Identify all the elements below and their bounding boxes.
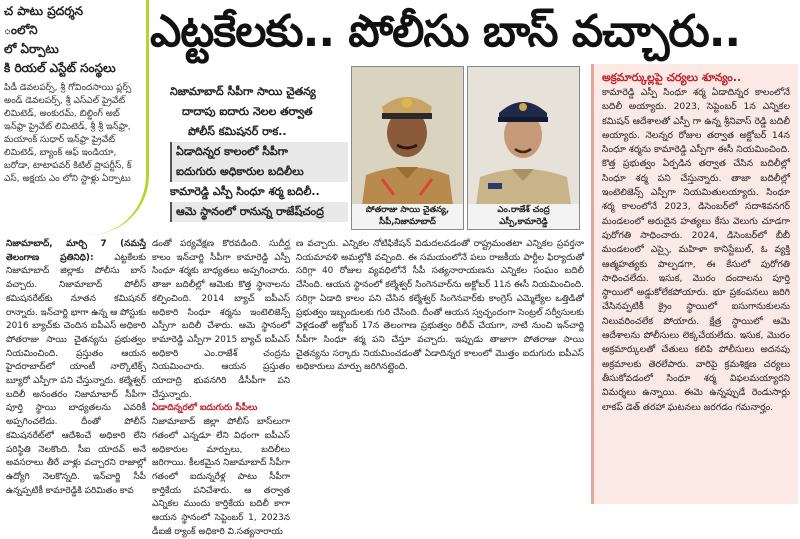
column-text: డంతో పర్యవేక్షణ కొరవడింది. సుదీర్ఘ కాలం ఇన్‌చార్జి సీపీగా కామారెడ్డి ఎస్పీ సింధూ శర్మకు బాధ్యతలు అప్పగించారు. తాజా బదిలీల్లో ఆమెకు కొత్త స్థానాలను కల్పించింది. 2014 బ్యాచ్ ఐపీఎస్ అధికారి సింధూ శర్మను ఇంటెలిజెన్స్ ఎస్పీగా బదిలీ చేశారు. ఆమె స్థానంలో కామారెడ్డి ఎస్పీగా 2015 బ్యాచ్ ఐపీఎస్ అధికారి ఎం.రాజేశ్ చంద్రను నియమించారు. ఆయన ప్రస్తుతం యాదాద్రి భువనగిరి డీసీపీగా పని చేస్తున్నారు. xyxy=(152,239,290,400)
sidebar-box xyxy=(591,64,798,504)
photo-cp-caption xyxy=(351,204,464,230)
main-headline: ఎట్టకేలకు.. పోలీసు బాస్ వచ్చారు.. xyxy=(150,6,741,57)
dek-line: పోలీస్ కమిషనర్ రాక.. xyxy=(188,125,287,138)
dek-line: ఐదుగురు అధికారుల బదిలీలు xyxy=(170,162,348,182)
caption-line: పోతరాజు సాయి చైతన్య, xyxy=(365,205,450,215)
dek-line: ఆమె స్థానంలో రానున్న రాజేష్‌చంద్ర xyxy=(170,202,348,222)
previous-story-box xyxy=(0,0,149,235)
previous-story-body: పిడీ డెవలపర్స్, శ్రీ గోవిందసాయి ప్లర్స్ అండ్ డెవలపర్స్, శ్రీ ఎస్ఎల్ ప్రైవేట్ లిమిటెడ్, అంకురమ్, బిల్డింగ్ అబ్ ఇన్‌ఫ్రా ప్రైవేట్ లిమిటెడ్, శ్రీ శ్రీ ఇన్‌ఫ్రా, మయాంక్ సుధార్ ఇన్‌ఫ్రా ప్రైవేట్ లిమిటెడ్, బ్యాంక్ ఆఫ్ ఇండియా, బరోడా, టాటాపవర్ కిటిల్ ప్రాపర్టీస్, క్ ఎస్, అక్షయ ఎం లోని స్టాళ్లు ఏర్పాటు xyxy=(4,83,132,184)
column-text: ణ వచ్చారు. ఎన్నికల నోటిఫికేషన్ విడుదలవడంతో రాష్ట్రమంతటా ఎన్నికల ప్రవర్తనా నియమావళి అమల్లోకి వచ్చింది. ఈ సమయంలోనే పలు రాజకీయ పార్టీల ఫిర్యాదుతో సరిగ్గా 40 రోజుల వ్యవధిలోనే సీపీ సత్యనారాయణను ఎన్నికల సంఘం బదిలీ చేసింది. ఆయన స్థానంలో కల్మేశ్వర్ సింగెనవార్‌ను అక్టోబర్ 11న ఈసీ నియమించింది. సరిగ్గా ఏడాది కాలం పని చేసిన కల్మేశ్వర్ సింగెనవార్‌కు కాంగ్రెస్ ఎమ్మెల్యేల ఒత్తిడితో ప్రభుత్వం ఇబ్బందులకు గురి చేసింది. దీంతో ఆయన స్వచ్ఛందంగా సెంట్రల్ సర్వీసులకు వెళ్లడంతో అక్టోబర్ 17న తెలంగాణ ప్రభుత్వం రిలీవ్ చేయగా, నాటి నుంచి ఇన్‌చార్జి సీపీగా సింధూ శర్మ పని చేస్తూ వచ్చారు. ఇప్పుడు తాజాగా పోతరాజు సాయి చైతన్యను సర్కారు నియమించడంతో ఏడాదిన్నర కాలంలో మొత్తం ఐదుగురు ఐపీఎస్ అధికారులు మార్పు జరిగినట్లైంది. xyxy=(296,239,584,373)
dek-block xyxy=(170,82,348,222)
dek-line: కామారెడ్డి ఎస్పీ సింధూ శర్మ బదిలీ.. xyxy=(170,185,320,198)
caption-line: ఎం.రాజేశ్ చంద్ర xyxy=(497,205,550,215)
dek-line: దాదాపు ఐదారు నెలల తర్వాత xyxy=(182,105,313,118)
officer-portrait-icon xyxy=(468,67,579,205)
article-column-1 xyxy=(6,238,146,506)
previous-story-headline xyxy=(0,0,146,80)
prev-headline-line: కి రియల్ ఎస్టేట్ సంస్థలు xyxy=(4,61,116,75)
dateline: నిజామాబాద్, మార్చి 7 (నమస్తే తెలంగాణ ప్రతినిధి): xyxy=(6,239,146,263)
article-column-2 xyxy=(152,238,290,537)
prev-headline-line: ంలోని xyxy=(4,23,38,37)
photo-cp xyxy=(351,66,464,206)
prev-headline-line: చ పాటు ప్రదర్శన xyxy=(4,4,84,18)
sidebar-body: కామారెడ్డి ఎస్పీ సింధూ శర్మ ఏడాదిన్నర కాలంలోనే బదిలీ అయ్యారు. 2023, సెప్టెంబర్ 1న ఎన్నికల కమిషన్ ఆదేశాలతో ఎస్పీ గా ఉన్న శ్రీనివాస్ రెడ్డి బదిలీ అయ్యారు. నెలన్నర రోజుల తర్వాత అక్టోబర్ 14న సింధూ శర్మను కామారెడ్డి ఎస్పీగా ఈసీ నియమించింది. కొత్త ప్రభుత్వం ఏర్పడిన తర్వాత చేసిన బదిలీల్లో సింధూ శర్మ పని చేస్తున్నారు. తాజా బదిలీల్లో ఇంటెలిజెన్స్ ఎస్పీగా నియమితులయ్యారు. సింధూ శర్మ కాలంలోనే 2023, డిసెంబర్‌లో సదాశివనగర్ మండలంలో అరుదైన హత్యలు కేసు వెలుగు చూడగా పురోగతి సాధించారు. 2024, డిసెంబర్‌లో బీబీ మండలంలో ఎస్సై, మహిళా కానిస్టేబుల్, ఓ వ్యక్తి ఆత్మహత్యకు పాల్పడగా, ఈ కేసులో పురోగతి సాధించలేదు. ఇసుక, మొరం దందాలను పూర్తి స్థాయిలో అడ్డుకోలేకపోయారు. భూ ప్రకంపనలు జరిగి చేసినప్పటికీ క్రైం స్థాయిలో ఐసుగానుకులను నిలువరించలేక పోయారు. క్షేత్ర స్థాయిలో ఆమె ఆదేశాలను పోలీసులు లెక్కచేయలేదు. ఇసుక, మొరం అక్రమార్కులతో చేతులు కలిపి పోలీసులు అదనపు అక్రమాలకు తెరలేపారు. వారిపై క్రమశిక్షణ చర్యలు తీసుకోవడంలో సింధూ శర్మ విఫలమయ్యారని విమర్శలు ఉన్నాయి. ఈమె ఉన్నప్పుడే రెండుసార్లు లాకప్ డెత్ తరహా ఘటనలు జరగడం గమనార్హం. xyxy=(602,87,790,413)
caption-line: ఎస్పీ,కామారెడ్డి xyxy=(499,217,548,227)
photo-sp xyxy=(467,66,580,206)
photo-sp-caption xyxy=(467,204,580,230)
dek-line: ఏడాదిన్నర కాలంలో సీపీగా xyxy=(170,142,348,162)
officer-portrait-icon xyxy=(352,67,463,205)
sidebar-title: అక్రమార్కుల్లపై చర్యలు శూన్యం.. xyxy=(602,71,742,84)
caption-line: సీపీ,నిజామాబాద్ xyxy=(379,217,436,227)
section-subhead: ఏడాదిన్నరలో ఐదుగురు సీపీలు xyxy=(152,403,258,414)
dek-line: నిజామాబాద్ సీపీగా సాయి చైతన్య xyxy=(170,85,316,98)
article-column-3 xyxy=(296,238,584,506)
prev-headline-line: లో ఏర్పాటు xyxy=(4,42,59,56)
column-text: నిజామాబాద్ జిల్లా పోలీస్ బాస్‌లుగా గతంలో ఎన్నడూ లేని విధంగా ఐపీఎస్ అధికారుల మార్పులు, బదిలీలు జరిగాయి. కీలకమైన నిజామాబాద్ సీపీగా గతంలో ఐదున్నరేళ్ల పాటు సీపీగా కార్తికేయ పనిచేశారు. ఆ తర్వాత ఎన్నికల ముందు కార్తికేయ బదిలీ కాగా ఆయన స్థానంలో సెప్టెంబర్ 1, 2023న డీఐజీ ర్యాంక్ అధికారి వి.సత్యనారాయ xyxy=(152,417,290,537)
column-text: ఎట్టకేలకు నిజామాబాద్ జిల్లాకు పోలీసు బాస్ వచ్చారు. నిజామాబాద్ పోలీస్ కమిషనరేట్‌కు నూతన కమిషనర్ రాన్నారు. ఇన్‌చార్జి భాగా ఉన్న ఆ పోస్టుకు 2016 బ్యాచ్‌కు చెందిన ఐపీఎస్ అధికారి పోతరాజు సాయి చైతన్యను ప్రభుత్వం నియమించింది. ప్రస్తుతం ఆయన హైదరాబాద్‌లో యాంటీ నార్కొటిక్స్ బ్యూరో ఎస్పీగా పని చేస్తున్నారు. కల్మేశ్వర్ బదిలీ అనంతరం నిజామాబాద్ సీపీగా పూర్తి స్థాయి బాధ్యతలను ఎవరికీ అప్పగించలేదు. దీంతో పోలీస్ కమిషనరేట్‌లో ఆదేశించే అధికారి లేని పరిస్థితి నెలకొంది. సీఐ యాదవ్ అనే అవసరాలు తీరే వాళ్లు వచ్చారని రాజాల్లో ఉద్యోగి నెలకొన్నది. ఇన్‌చార్జి సీపీ ఉన్నప్పటికీ కామారెడ్డికి పరిమితం కావ xyxy=(6,252,146,496)
